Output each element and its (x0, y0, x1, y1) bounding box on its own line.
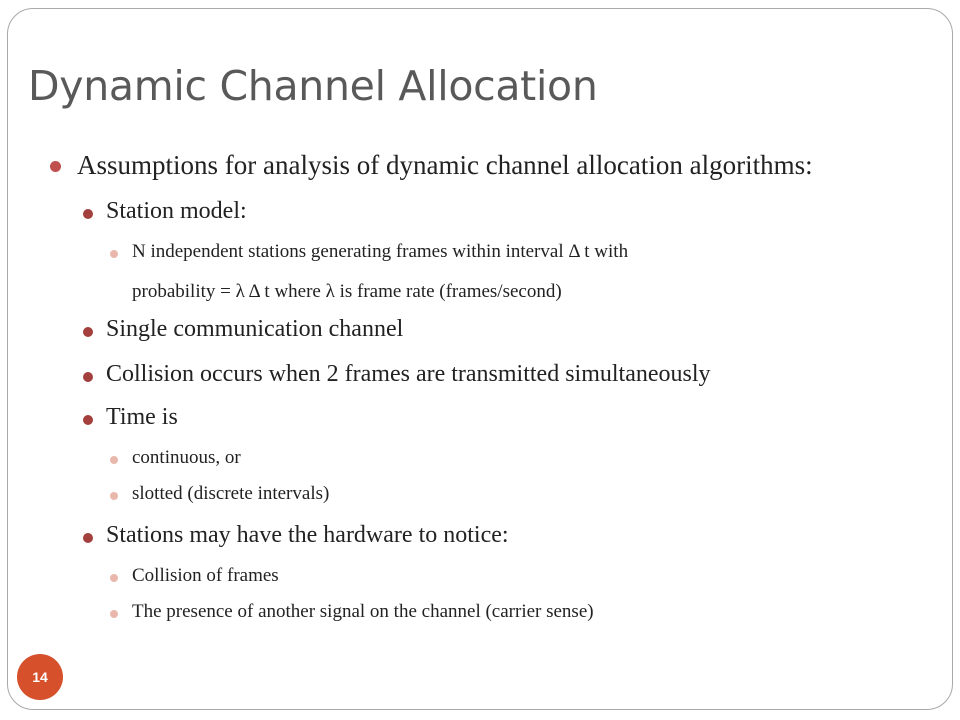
page-number-badge: 14 (17, 654, 63, 700)
bullet-text-carrier-sense: The presence of another signal on the channel (carrier sense) (132, 601, 594, 622)
bullet-level2 (83, 209, 93, 219)
bullet-text-collision-frames: Collision of frames (132, 565, 279, 586)
bullet-level2 (83, 372, 93, 382)
bullet-level3 (110, 574, 118, 582)
bullet-text-assumptions: Assumptions for analysis of dynamic channel allocation algorithms: (77, 150, 813, 180)
bullet-text-single-channel: Single communication channel (106, 316, 404, 342)
bullet-level3 (110, 610, 118, 618)
slide-title: Dynamic Channel Allocation (28, 62, 598, 110)
bullet-text-time-is: Time is (106, 404, 178, 430)
bullet-text-n-independent: N independent stations generating frames within interval Δ t with (132, 241, 629, 262)
bullet-level3 (110, 456, 118, 464)
bullet-text-collision-occurs: Collision occurs when 2 frames are transmitted simultaneously (106, 361, 711, 387)
bullet-text-continuous: continuous, or (132, 447, 241, 468)
bullet-text-stations-hardware: Stations may have the hardware to notice: (106, 522, 509, 548)
bullet-level2 (83, 533, 93, 543)
bullet-level2 (83, 327, 93, 337)
bullet-text-probability: probability = λ Δ t where λ is frame rate (frames/second) (132, 281, 562, 302)
bullet-level3 (110, 492, 118, 500)
bullet-level3 (110, 250, 118, 258)
bullet-level1 (50, 161, 61, 172)
bullet-level2 (83, 415, 93, 425)
bullet-text-station-model: Station model: (106, 198, 247, 224)
bullet-text-slotted: slotted (discrete intervals) (132, 483, 330, 504)
